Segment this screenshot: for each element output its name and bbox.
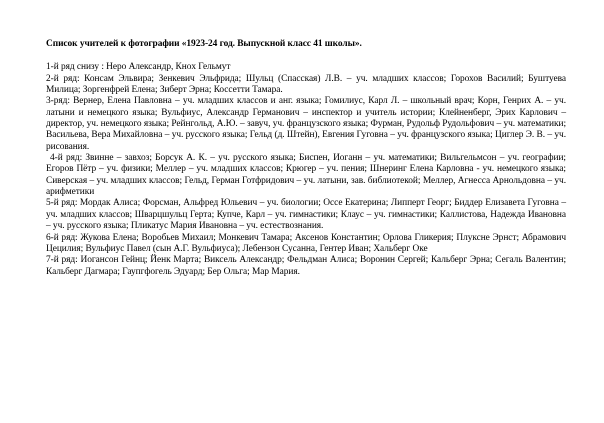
document-title: Список учителей к фотографии «1923-24 год. Выпускной класс 41 школы».: [46, 39, 362, 49]
document-body: [46, 39, 566, 278]
row-3: 3-ряд: Вернер, Елена Павловна – уч. младших классов и анг. языка; Гомилиус, Карл Л. – школьный врач; Корн, Генрих А. – уч. латыни и немецкого языка; Вульфиус, Александр Германович – инспектор и учитель истории; Клейненберг, Эрих Карлович – директор, уч. немецкого языка; Рейнгольд, А.Ю. – завуч, уч. французского языка; Фурман, Рудольф Рудольфович – уч. математики; Васильева, Вера Михайловна – уч. русского языка; Гельд (д. Штейн), Евгения Гуговна – уч. французского языка; Циглер Э. В. – уч. рисования.: [46, 96, 566, 152]
row-5: 5-й ряд: Мордак Алиса; Форсман, Альфред Юльевич – уч. биологии; Оссе Екатерина; Липперт Георг; Биддер Елизавета Гуговна – уч. младших классов; Шварцшульц Герта; Купче, Карл – уч. гимнастики; Клаус – уч. гимнастики; Каллистова, Надежда Ивановна – уч. русского языка; Пликатус Мария Ивановна – уч. естествознания.: [46, 198, 566, 232]
row-4: 4-й ряд: Звинне – завхоз; Борсук А. К. – уч. русского языка; Биспен, Иоганн – уч. математики; Вильгельмсон – уч. географии; Егоров Пётр – уч. физики; Меллер – уч. младших классов; Крюгер – уч. пения; Шнеринг Елена Карловна - уч. немецкого языка; Сиверская – уч. младших классов; Гельд, Герман Готфридович – уч. латыни, зав. библиотекой; Меллер, Агнесса Арнольдовна – уч. арифметики: [46, 153, 566, 198]
row-2: 2-й ряд: Консам Эльвира; Зенкевич Эльфрида; Шульц (Спасская) Л.В. – уч. младших классов; Горохов Василий; Буштуева Милица; Зоргенфрей Елена; Зиберт Эрна; Коссетти Тамара.: [46, 73, 566, 96]
row-7: 7-й ряд: Иогансон Гейнц; Йенк Марта; Виксель Александр; Фельдман Алиса; Воронин Сергей; Кальберг Эрна; Сегаль Валентин; Кальберг Дагмара; Гаупгфогель Эдуард; Бер Ольга; Мар Мария.: [46, 255, 566, 277]
row-6: 6-й ряд: Жукова Елена; Воробьев Михаил; Монкевич Тамара; Аксенов Константин; Орлова Гликерия; Плуксне Эрнст; Абрамович Цецилия; Вульфиус Павел (сын А.Г. Вульфиуса); Лебензон Сусанна, Гентер Иван; Хальберг Оке: [46, 232, 566, 254]
row-1: 1-й ряд снизу : Неро Александр, Кноx Гельмут: [46, 62, 231, 73]
